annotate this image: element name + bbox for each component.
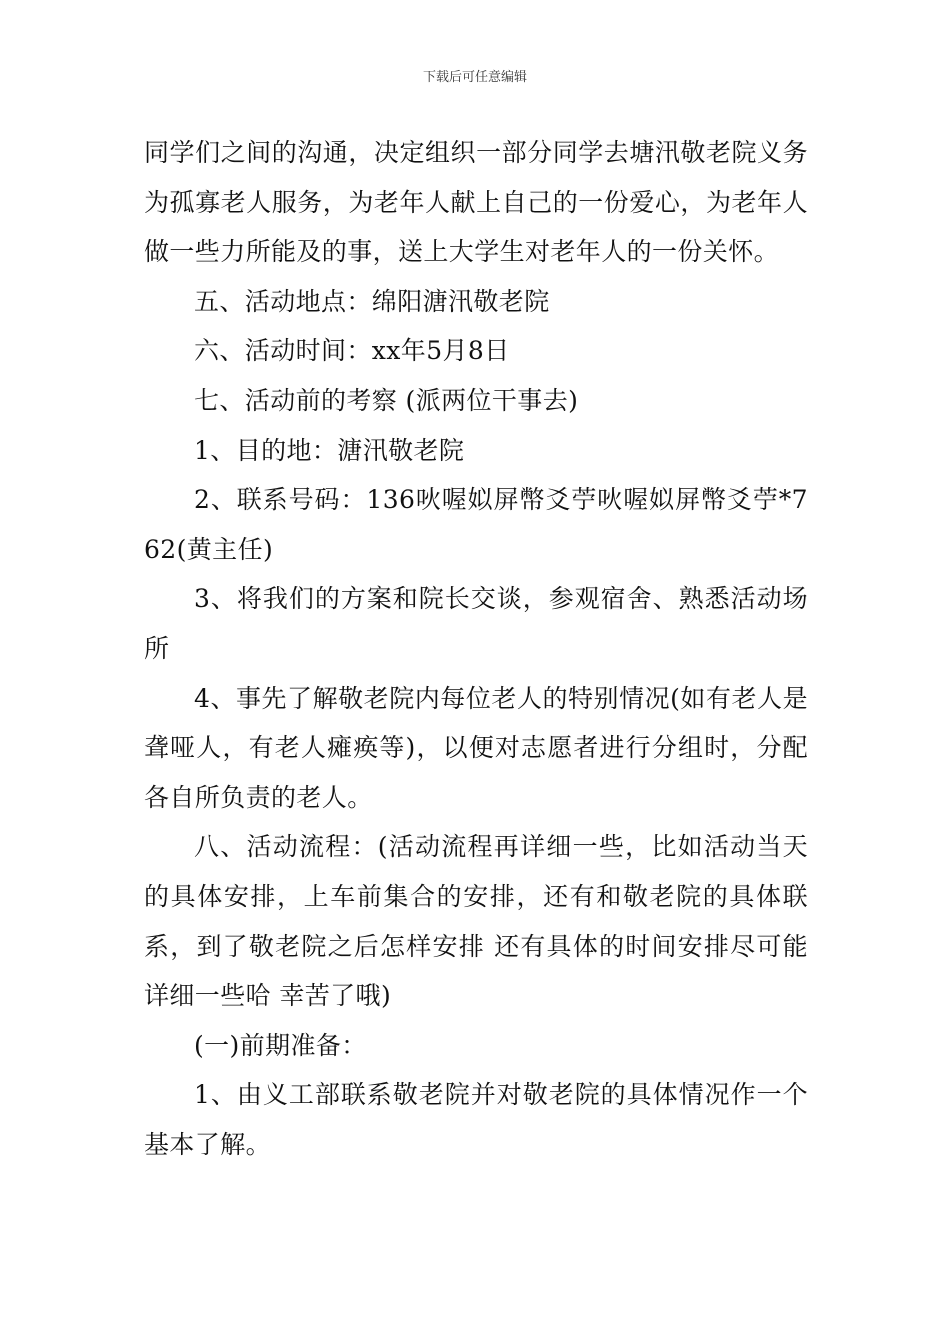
paragraph-elderly-info: 4、事先了解敬老院内每位老人的特别情况(如有老人是聋哑人，有老人瘫痪等)，以便对志愿者进行分组时，分配各自所负责的老人。	[144, 683, 808, 812]
paragraph-survey-heading: 七、活动前的考察 (派两位干事去)	[194, 385, 579, 415]
paragraph-preparation-step-1: 1、由义工部联系敬老院并对敬老院的具体情况作一个基本了解。	[144, 1080, 808, 1159]
paragraph-plan-discussion: 3、将我们的方案和院长交谈，参观宿舍、熟悉活动场所	[144, 584, 808, 663]
paragraph-contact: 2、联系号码：136吙喔姒屏幣爻苧吙喔姒屏幣爻苧*762(黄主任)	[144, 485, 808, 564]
paragraph-intro: 同学们之间的沟通，决定组织一部分同学去塘汛敬老院义务为孤寡老人服务，为老年人献上自己的一份爱心，为老年人做一些力所能及的事，送上大学生对老年人的一份关怀。	[144, 138, 808, 267]
paragraph-time: 六、活动时间：xx年5月8日	[194, 336, 510, 366]
document-body	[144, 128, 808, 1169]
paragraph-location: 五、活动地点：绵阳溏汛敬老院	[194, 286, 550, 316]
paragraph-destination: 1、目的地：溏汛敬老院	[194, 435, 465, 465]
page-header-note: 下载后可任意编辑	[422, 70, 527, 85]
paragraph-process: 八、活动流程：(活动流程再详细一些，比如活动当天的具体安排，上车前集合的安排，还有和敬老院的具体联系，到了敬老院之后怎样安排 还有具体的时间安排尽可能详细一些哈 幸苦了哦)	[144, 832, 808, 1011]
paragraph-preparation-heading: (一)前期准备：	[194, 1030, 367, 1060]
